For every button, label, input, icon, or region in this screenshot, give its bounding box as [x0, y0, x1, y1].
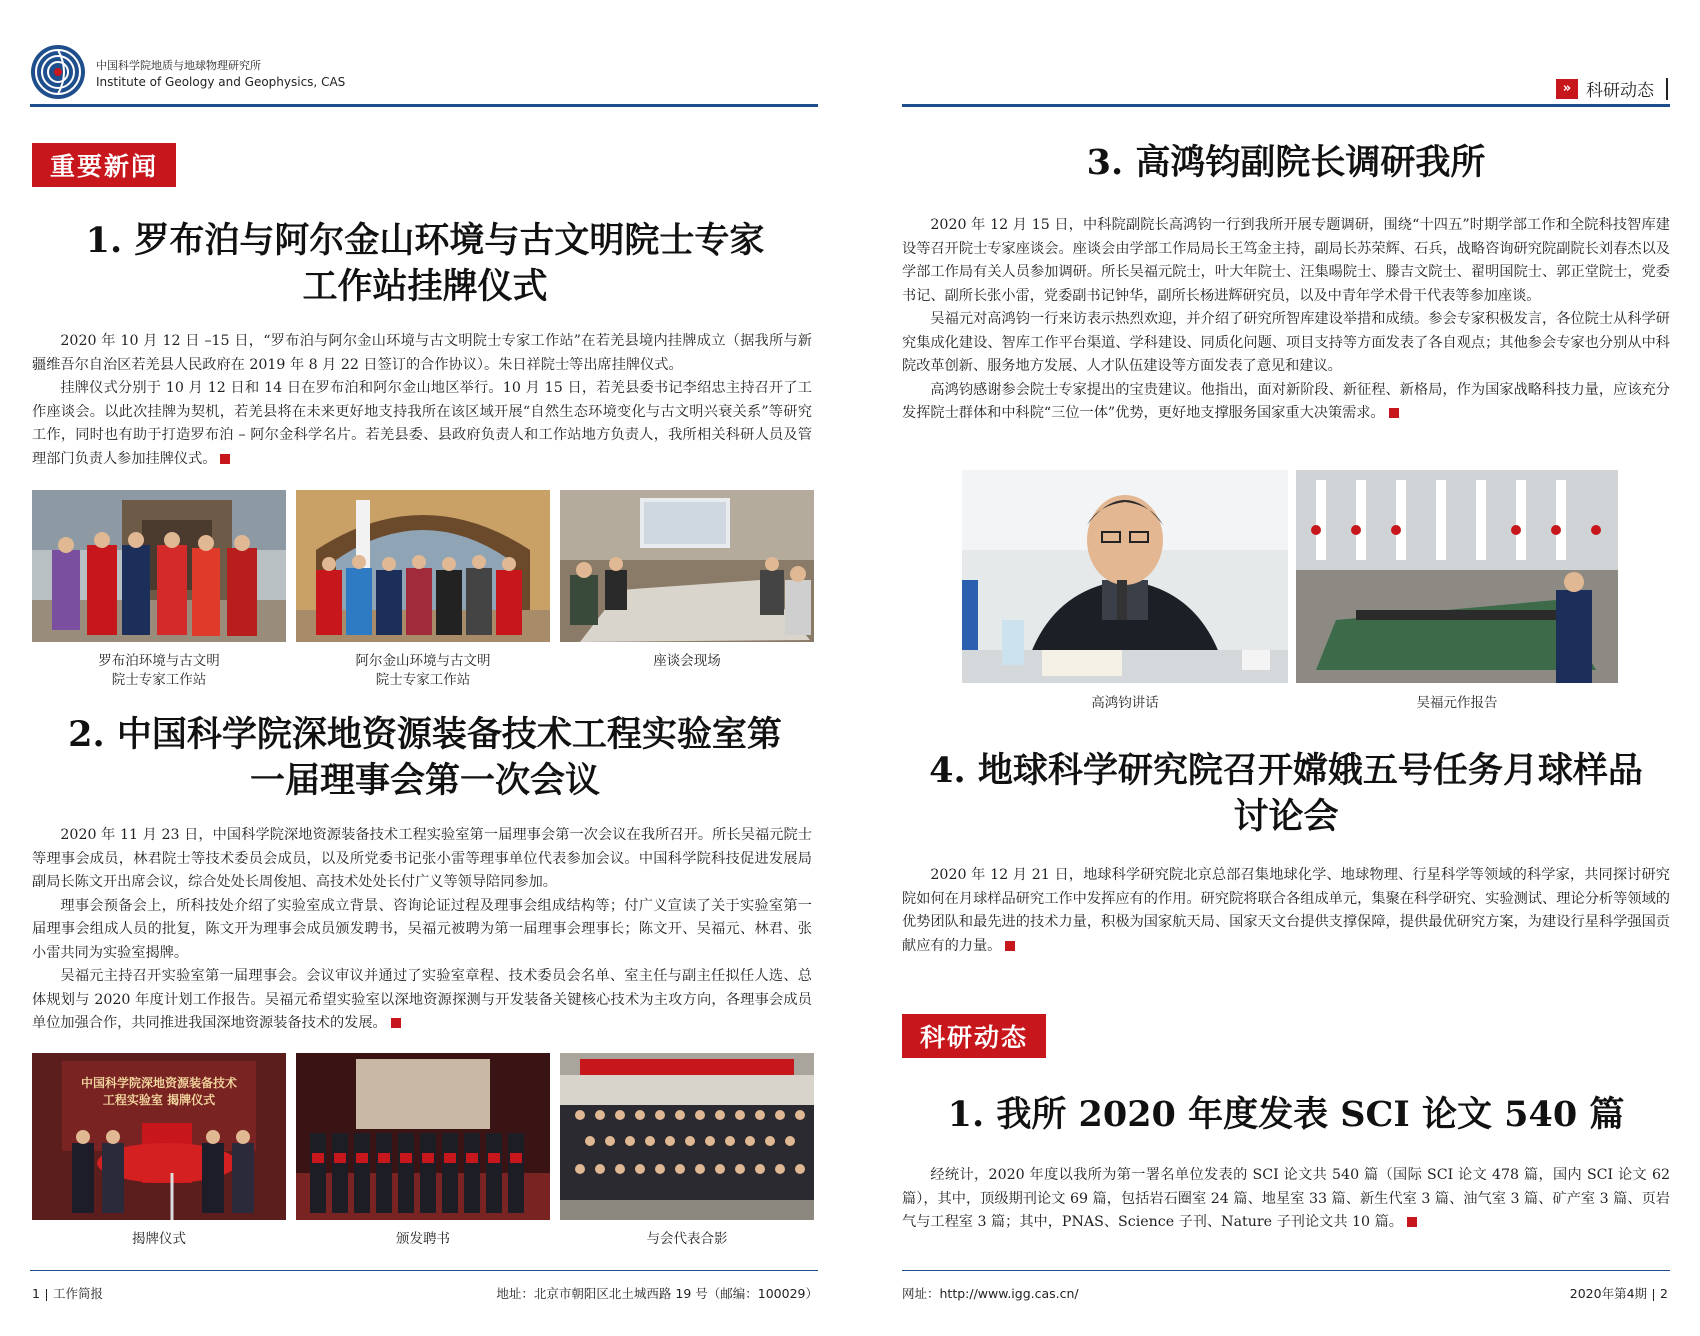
caption-wu-report: 吴福元作报告: [1416, 695, 1498, 711]
page-number: 2: [1660, 1286, 1668, 1301]
caption-line: 院士专家工作站: [111, 672, 207, 688]
article1-para1: 2020 年 10 月 12 日 –15 日，“罗布泊与阿尔金山环境与古文明院士专家工作站”在若羌县境内挂牌成立（据我所与新疆维吾尔自治区若羌县人民政府在 2019 年 8 月 22 日签订的合作协议）。朱日祥院士等出席挂牌仪式。: [32, 333, 812, 373]
caption-group-photo: 与会代表合影: [646, 1231, 728, 1247]
article1-para2-text: 挂牌仪式分别于 10 月 12 日和 14 日在罗布泊和阿尔金山地区举行。10 月 15 日，若羌县委书记李绍忠主持召开了工作座谈会。以此次挂牌为契机，若羌县将在未来更好地支持我所在该区域开展“自然生态环境变化与古文明兴衰关系”等研究工作，同时也有助于打造罗布泊 – 阿尔金科学名片。若羌县委、县政府负责人和工作站地方负责人，我所相关科研人员及管理部门负责人参加挂牌仪式。: [32, 380, 812, 467]
caption-unveiling: 揭牌仪式: [132, 1231, 186, 1247]
article3-body: [902, 214, 1670, 426]
footer-website: 网址：http://www.igg.cas.cn/: [902, 1286, 1079, 1301]
caption-line: 院士专家工作站: [375, 672, 471, 688]
footer-right: [1570, 1284, 1668, 1302]
article5-para1: [902, 1164, 1670, 1235]
footer-address: 地址：北京市朝阳区北土城西路 19 号（邮编：100029）: [496, 1286, 818, 1301]
article5-body: [902, 1164, 1670, 1235]
article3-para2: 吴福元对高鸿钧一行来访表示热烈欢迎，并介绍了研究所智库建设举措和成绩。参会专家积极发言，各位院士从科学研究集成化建设、智库工作平台渠道、学科建设、同质化问题、项目支持等方面发表了各自观点；其他参会专家也分别从中科院改革创新、服务地方发展、人才队伍建设等方面发表了意见和建议。: [902, 311, 1670, 374]
article5-para1-text: 经统计，2020 年度以我所为第一署名单位发表的 SCI 论文共 540 篇（国际 SCI 论文 478 篇，国内 SCI 论文 62 篇），其中，顶级期刊论文 69 篇，包括岩石圈室 24 篇、地星室 33 篇、新生代室 3 篇、油气室 3 篇、矿产室 3 篇、页岩气与工程室 3 篇；其中，PNAS、Science 子刊、Nature 子刊论文共 10 篇。: [902, 1167, 1670, 1230]
article4-title-line2: 讨论会: [1233, 796, 1339, 837]
photo-symposium: [560, 490, 814, 642]
caption-lop-nur-station: [32, 652, 286, 690]
end-mark-icon: [220, 454, 230, 464]
caption-line: 罗布泊环境与古文明: [98, 653, 220, 669]
header-bar: [1666, 78, 1668, 100]
caption-symposium: 座谈会现场: [653, 653, 721, 669]
end-mark-icon: [1407, 1217, 1417, 1227]
end-mark-icon: [1005, 941, 1015, 951]
header-rule: [30, 104, 818, 107]
article3-para3: [902, 379, 1670, 426]
article2-para1: 2020 年 11 月 23 日，中国科学院深地资源装备技术工程实验室第一届理事会第一次会议在我所召开。所长吴福元院士等理事会成员，林君院士等技术委员会成员，以及所党委书记张小雷等理事单位代表参加会议。中国科学院科技促进发展局副局长陈文开出席会议，综合处处长周俊旭、高技术处处长付广义等领导陪同参加。: [32, 827, 812, 890]
article1-title: [30, 218, 820, 310]
photo-altun-station: [296, 490, 550, 642]
end-mark-icon: [391, 1018, 401, 1028]
caption-gao-speech: 高鸿钧讲话: [1091, 695, 1159, 711]
article4-title: [902, 748, 1670, 840]
photo-gao-hongjun-speech: [962, 470, 1288, 683]
section-tag-research-news: 科研动态: [902, 1014, 1046, 1058]
article3-title: 3. 高鸿钧副院长调研我所: [1086, 142, 1486, 183]
institute-name: [96, 58, 345, 90]
photo-lop-nur-station: [32, 490, 286, 642]
article1-body: [32, 330, 812, 471]
issue-number: 2020年第4期: [1569, 1286, 1648, 1301]
article2-para2: 理事会预备会上，所科技处介绍了实验室成立背景、咨询论证过程及理事会组成结构等；付广义宣读了关于实验室第一届理事会组成人员的批复，陈文开为理事会成员颁发聘书，吴福元被聘为第一届理事会理事长；陈文开、吴福元、林君、张小雷共同为实验室揭牌。: [32, 897, 812, 961]
institute-logo-icon: [30, 44, 86, 100]
article1-para2: [32, 377, 812, 471]
institute-name-cn: 中国科学院地质与地球物理研究所: [96, 59, 261, 72]
article2-para3-text: 吴福元主持召开实验室第一届理事会。会议审议并通过了实验室章程、技术委员会名单、室主任与副主任拟任人选、总体规划与 2020 年度计划工作报告。吴福元希望实验室以深地资源探测与开发装备关键核心技术为主攻方向，各理事会成员单位加强合作，共同推进我国深地资源装备技术的发展。: [32, 968, 812, 1031]
page-number: 1: [32, 1286, 40, 1301]
article3-para1: 2020 年 12 月 15 日，中科院副院长高鸿钧一行到我所开展专题调研，围绕“十四五”时期学部工作和全院科技智库建设等召开院士专家座谈会。座谈会由学部工作局局长王笃金主持，副局长苏荣辉、石兵，战略咨询研究院副院长刘春杰以及学部工作局有关人员参加调研。所长吴福元院士，叶大年院士、汪集暘院士、滕吉文院士、翟明国院士、郭正堂院士，党委书记、副所长张小雷，党委副书记钟华，副所长杨进辉研究员，以及中青年学术骨干代表等参加座谈。: [902, 217, 1670, 304]
right-page: [850, 0, 1700, 1336]
footer-separator: [46, 1289, 47, 1301]
article2-title-line2: 一届理事会第一次会议: [249, 760, 600, 801]
section-tag-important-news: 重要新闻: [32, 143, 176, 187]
article4-body: [902, 864, 1670, 958]
photo-unveiling: [32, 1053, 286, 1220]
article3-para3-text: 高鸿钧感谢参会院士专家提出的宝贵建议。他指出，面对新阶段、新征程、新格局，作为国家战略科技力量，应该充分发挥院士群体和中科院“三位一体”优势，更好地支撑服务国家重大决策需求。: [902, 381, 1670, 421]
article4-para1-text: 2020 年 12 月 21 日，地球科学研究院北京总部召集地球化学、地球物理、行星科学等领域的科学家，共同探讨研究院如何在月球样品研究工作中发挥应有的作用。研究院将联合各组成单元，集聚在科学研究、实验测试、理论分析等领域的优势团队和最先进的技术力量，积极为国家航天局、国家天文台提供支撑保障，提供最优研究方案，为建设行星科学强国贡献应有的力量。: [902, 867, 1670, 954]
publication-name: 工作简报: [52, 1286, 103, 1301]
double-chevron-icon: »: [1556, 79, 1578, 99]
caption-certificates: 颁发聘书: [396, 1231, 450, 1247]
footer-left: [32, 1284, 103, 1302]
article2-title: [30, 712, 820, 804]
end-mark-icon: [1389, 408, 1399, 418]
footer-rule: [902, 1270, 1670, 1271]
footer-separator: [1653, 1289, 1654, 1301]
header-rule: [902, 104, 1670, 107]
article2-body: [32, 824, 812, 1036]
article1-title-line2: 工作站挂牌仪式: [302, 266, 548, 307]
header-section-text: 科研动态: [1586, 81, 1654, 101]
article2-para3: [32, 965, 812, 1036]
caption-line: 阿尔金山环境与古文明: [355, 653, 491, 669]
article2-title-line1: 2. 中国科学院深地资源装备技术工程实验室第: [68, 714, 782, 755]
footer-rule: [30, 1270, 818, 1271]
article4-title-line1: 4. 地球科学研究院召开嫦娥五号任务月球样品: [929, 750, 1643, 791]
photo-wu-fuyuan-report: [1296, 470, 1618, 683]
article4-para1: [902, 864, 1670, 958]
photo-group: [560, 1053, 814, 1220]
institute-name-en: Institute of Geology and Geophysics, CAS: [96, 75, 346, 89]
caption-altun-station: [296, 652, 550, 690]
article5-title: 1. 我所 2020 年度发表 SCI 论文 540 篇: [947, 1094, 1625, 1135]
unveiling-banner-text: 中国科学院深地资源装备技术工程实验室 揭牌仪式: [80, 1076, 237, 1107]
article1-title-line1: 1. 罗布泊与阿尔金山环境与古文明院士专家: [85, 220, 765, 261]
header-section-label: [1556, 76, 1668, 101]
photo-certificates: [296, 1053, 550, 1220]
